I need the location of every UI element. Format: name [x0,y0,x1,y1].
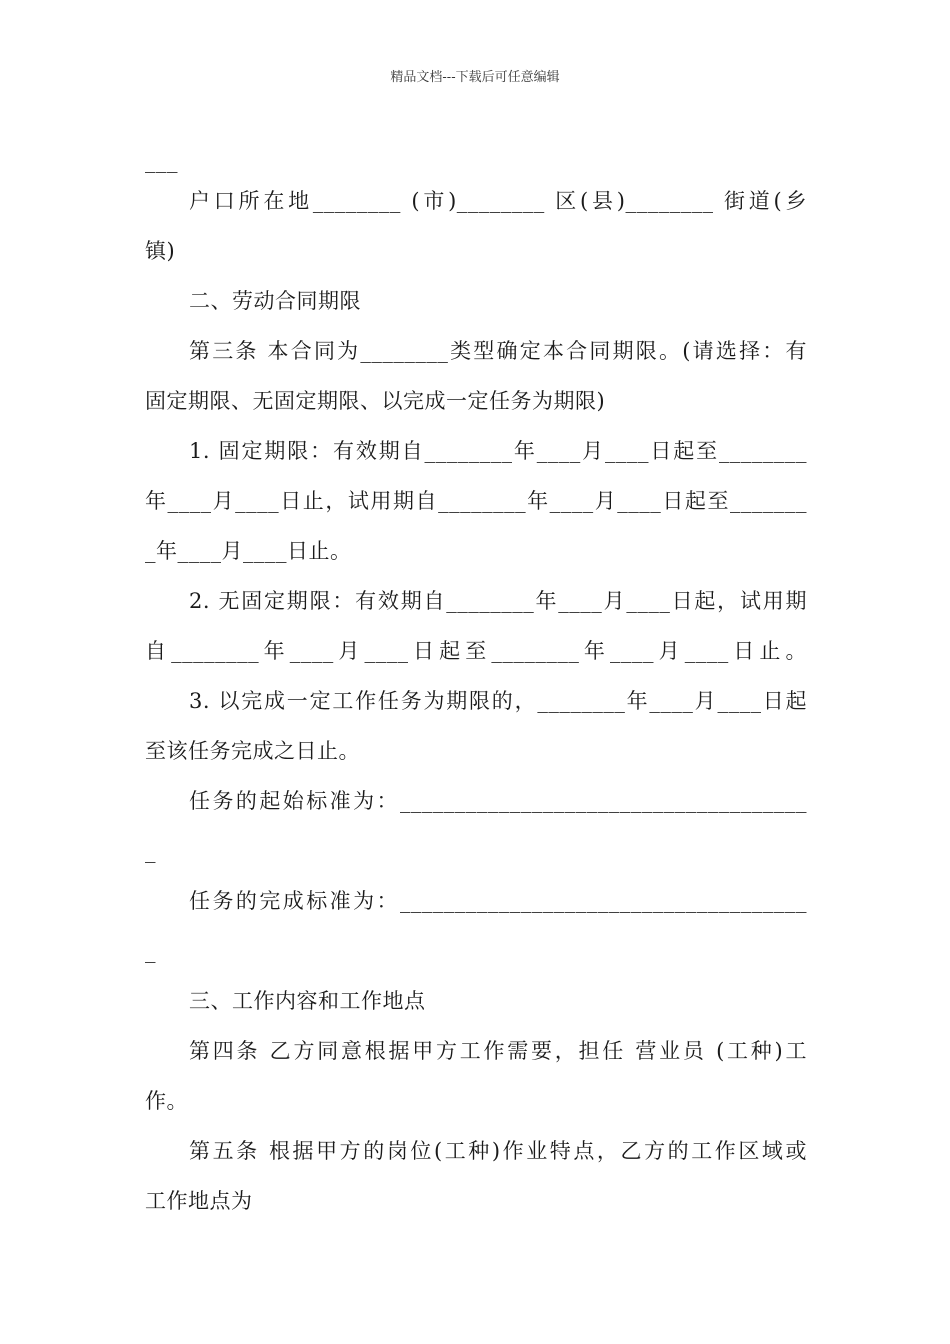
text-line: 第三条 本合同为________类型确定本合同期限。(请选择：有 [189,339,807,363]
text-line: 任务的起始标准为：_____________________________________ [189,789,807,813]
text-line: 工作地点为 [145,1189,253,1213]
text-line: 年____月____日止，试用期自________年____月____日起至_______ [145,489,807,513]
text-line: 固定期限、无固定期限、以完成一定任务为期限) [145,389,606,413]
text-line: 至该任务完成之日止。 [145,739,360,763]
text-line: 任务的完成标准为：_____________________________________ [189,889,807,913]
text-line: 2. 无固定期限：有效期自________年____月____日起，试用期 [189,589,807,613]
text-line: _ [145,839,156,863]
text-line: 第四条 乙方同意根据甲方工作需要，担任 营业员 (工种)工 [189,1039,807,1063]
text-line: _ [145,939,156,963]
text-line: 作。 [145,1089,188,1113]
text-line: 镇) [145,239,176,263]
text-line: 户口所在地________ (市)________ 区(县)________ 街道(乡 [189,189,807,213]
text-line: 1. 固定期限：有效期自________年____月____日起至________ [189,439,807,463]
text-line: 第五条 根据甲方的岗位(工种)作业特点，乙方的工作区域或 [189,1139,807,1163]
text-line: ___ [145,149,178,173]
page-header: 精品文档---下载后可任意编辑 [390,70,560,85]
text-line: _年____月____日止。 [145,539,352,563]
section-heading: 二、劳动合同期限 [189,289,361,313]
section-heading: 三、工作内容和工作地点 [189,989,426,1013]
text-line: 自________年____月____日起至________年____月____日止。 [145,639,807,663]
text-line: 3. 以完成一定工作任务为期限的，________年____月____日起 [189,689,807,713]
